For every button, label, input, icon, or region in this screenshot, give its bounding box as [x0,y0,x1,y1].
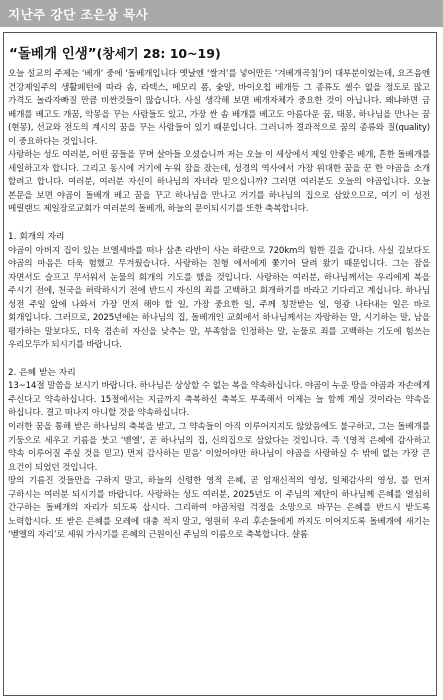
intro-paragraph-2: 사랑하는 성도 여러분, 어떤 꿈들을 꾸며 살아들 오셨습니까 저는 오늘 이 세상에서 제일 안좋은 베개, 흔한 돌베개를 세일하고자 합니다. 그리고 동시에 거기에 누워 잠을 잤는데, 성경의 역사에서 가장 위대한 꿈을 꾼 한 야곱을 소개 할려고 합니다. 여러분, 여러분 자신이 하나님의 자녀라 믿으십니까? 그러면 여러분도 오늘의 야곱입니다. 오늘 본문을 보면 야곱이 돌베개 베고 꿈을 꾸고 하나님을 만나고 거기를 하나님의 집으로 삼았으므로, 여기 이 성전 메릴랜드 제일장로교회가 여러분의 돌베개, 하늘의 문이되시기를 또한 축복합니다. [8,150,430,215]
section-2-body-2: 이러한 꿈을 통해 받은 하나님의 축복을 받고, 그 약속들이 아직 이루어지지도 않았음에도 불구하고, 그는 돌베개를 기둥으로 세우고 기름을 붓고 ‘벧엘’, 곧 하나님의 집, 신의집으로 삼았다는 것입니다. 즉 ‘(영적 은혜에 감사하고 약속 이루어질 주실 것을 믿고) 먼저 감사하는 믿음’ 이었어야만 하나님이 야곱을 사랑하실 수 밖에 없는 가장 큰 요건이 되었던 것입니다. [8,422,430,473]
sermon-content [8,45,430,543]
header-bar [0,0,443,27]
section-1-heading: 1. 회개의 자리 [8,232,65,243]
sermon-title [9,45,430,63]
sermon-frame [3,32,437,696]
section-1-body: 야곱이 아버지 집이 있는 브엘세바를 떠나 삼촌 라반이 사는 하란으로 720km의 험한 길을 갑니다. 사실 길보다도 야곱의 마음은 더욱 험했고 무겨웠습니다. 사랑하는 친형 에서에게 쫓기어 달려 왔기 때문입니다. 그는 잠을 자면서도 슬프고 무서워서 눈물의 회개의 기도를 했을 것입니다. 사랑하는 여러분, 하나님께서는 우리에게 복을 주시기 전에, 천국을 허락하시기 전에 반드시 자신의 죄를 고백하고 회개하기를 바라고 기다리고 계십니다. 하나님 성전 주일 앞에 나와서 가장 먼저 해야 할 일, 가장 중요한 일, 주께 칭찬받는 일, 영광 나타내는 일은 바로 회개입니다. 그러므로, 2025년에는 하나님의 집, 돌베개인 교회에서 하나님께서는 자랑하는 말, 시기하는 말, 남을 평가하는 말보다도, 더욱 겸손히 자신을 낮추는 말, 부족함을 인정하는 말, 눈물로 죄를 고백하는 기도에 힘쓰는 우리모두가 되시기를 바랍니다. [8,245,430,351]
section-2-body-3: 땅의 기름진 것들만을 구하지 말고, 하늘의 신령한 영적 은혜, 곧 임재신적의 영성, 일체감사의 영성, 를 먼저 구하시는 여러분 되시기를 바랍니다. 사랑하는 성도 여러분, 2025년도 이 주님의 제단이 하나님께 은혜를 열심히 간구하는 돌베개의 자리가 되도록 삽시다. 그리하여 야곱처럼 걱정을 소망으로 바꾸는 은혜를 반드시 받도록 노력합시다. 또 받은 은혜를 모레에 대충 적지 말고, 영원히 우리 후손들에게 까지도 이어지도록 돌베개에 새기는 ‘벧엘의 자리’로 세워 가시기를 은혜의 근원이신 주님의 이름으로 축복합니다. 샬롬 [8,476,430,541]
sermon-title-ref: (창세기 28: 10~19) [96,46,221,61]
intro-paragraph: 오늘 설교의 주제는 ‘베개’ 중에 ‘돌베개입니다 옛날엔 ‘쌀겨’를 넣어만든 ‘겨베개곡침’)이 대부분이었는데, 요즈음엔 건강제일주의 생활패턴에 따라 솜, 라텍스, 메모리 폼, 숯알, 바이오칩 베개등 그 종류도 셀수 없을 정도로 많고 가격도 놀라자빠질 만큼 비싼것들이 많습니다. 사실 생각해 보면 베개자체가 중요한 것이 아닙니다. 왜냐하면 금 베개를 베고도 개꿈, 악몽을 꾸는 사람들도 있고, 가장 싼 솜 베개를 베고도 아름다운 꿈, 태몽, 하나님을 만나는 꿈(현몽), 선교와 전도의 계시의 꿈을 꾸는 사람들이 있기 때문입니다. 그러니까 결과적으로 꿈의 종류와 질(quality)이 중요하다는 것입니다. [8,69,430,147]
section-2-heading: 2. 은혜 받는 자리 [8,367,76,378]
section-2-body: 13~14절 말씀을 보시기 바랍니다. 하나님은 상상할 수 없는 복을 약속하십니다. 야곱이 누운 땅을 야곱과 자손에게 주신다고 약속하십니다. 15절에서는 지금까지 축복하신 축복도 부족해서 이제는 늘 함께 계실 것이라는 약속을 하십니다. 결고 떠나지 아니할 것을 약속하십니다. [8,381,430,419]
header-title: 지난주 강단 조은상 목사 [8,7,149,22]
sermon-title-main: “돌베개 인생” [9,46,97,62]
